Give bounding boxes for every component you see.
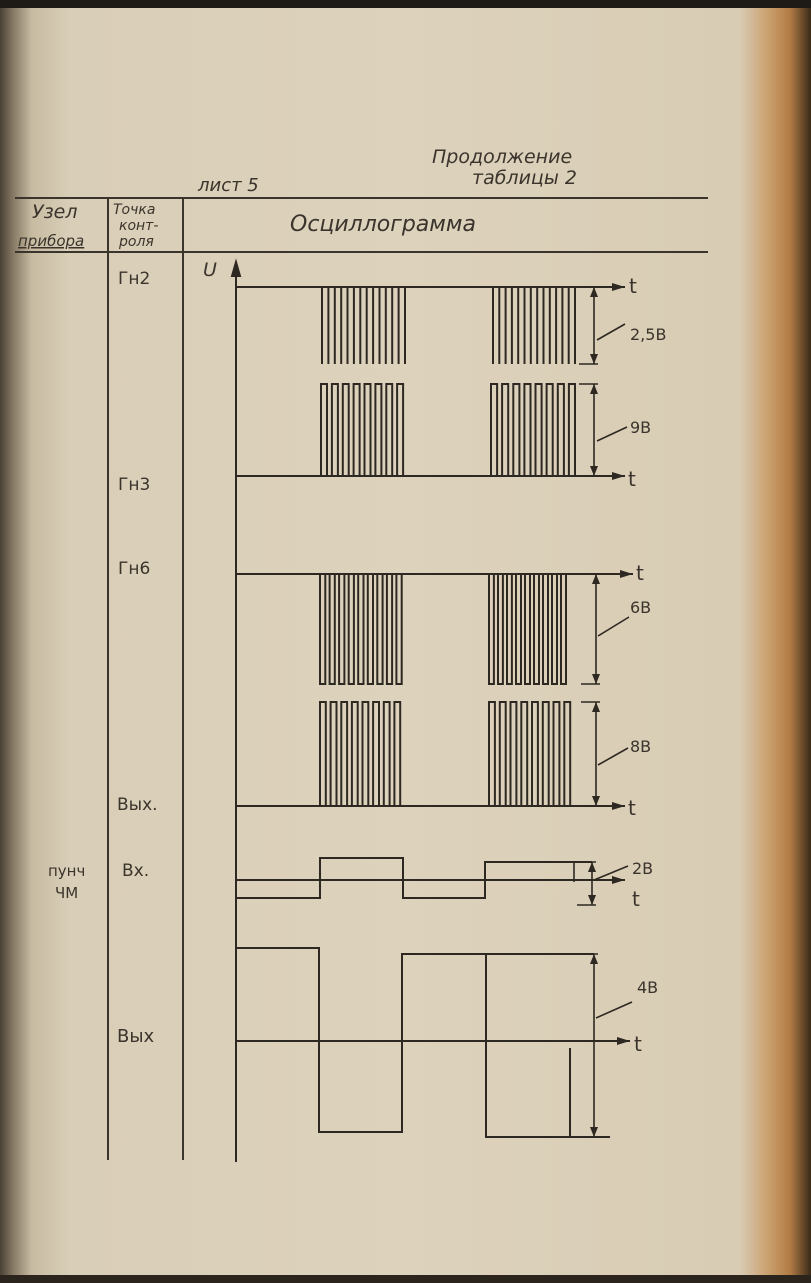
t-label-out-2: t bbox=[634, 1032, 642, 1056]
measure-in-arrow-up bbox=[588, 862, 596, 872]
measure-gn3-leader bbox=[597, 427, 627, 441]
node-header-line2: прибора bbox=[18, 232, 85, 250]
sheet-label: лист 5 bbox=[198, 175, 259, 196]
node-label-punch-line1: пунч bbox=[48, 862, 86, 880]
burst-gn3-2 bbox=[491, 384, 575, 476]
measure-in-arrow-down bbox=[588, 895, 596, 905]
waveforms bbox=[236, 287, 633, 1137]
point-label-gn6: Гн6 bbox=[118, 559, 151, 579]
measure-out-2-leader bbox=[596, 1002, 632, 1018]
point-label-out-2: Вых bbox=[117, 1026, 155, 1047]
point-header-line3: роля bbox=[119, 234, 154, 250]
point-label-in: Вх. bbox=[122, 861, 150, 881]
point-header-line1: Точка bbox=[113, 202, 156, 218]
continuation-line2: таблицы 2 bbox=[472, 167, 577, 189]
measure-gn6-arrow-up bbox=[592, 574, 600, 584]
amplitude-label-gn3: 9В bbox=[630, 418, 652, 437]
burst-gn3-1 bbox=[321, 384, 403, 476]
table-grid bbox=[15, 198, 708, 1160]
measure-gn3-arrow-up bbox=[590, 384, 598, 394]
burst-gn6-1 bbox=[320, 574, 402, 684]
t-label-out-1: t bbox=[628, 796, 636, 820]
t-label-in: t bbox=[632, 887, 640, 911]
measure-gn3-arrow-down bbox=[590, 466, 598, 476]
time-arrow-gn3 bbox=[612, 472, 625, 480]
point-label-gn2: Гн2 bbox=[118, 269, 151, 289]
square-wave-in bbox=[236, 858, 592, 898]
node-label-punch-line2: ЧМ bbox=[55, 884, 79, 902]
u-axis bbox=[232, 262, 240, 1162]
measure-gn2-arrow-down bbox=[590, 354, 598, 364]
measure-out-2-arrow-down bbox=[590, 1127, 598, 1137]
point-label-out-1: Вых. bbox=[117, 795, 158, 815]
t-label-gn3: t bbox=[628, 467, 636, 491]
waveform-header: Осциллограмма bbox=[290, 212, 476, 237]
amplitude-label-gn6: 6В bbox=[630, 598, 652, 617]
t-label-gn2: t bbox=[629, 274, 637, 298]
time-arrow-out-1 bbox=[612, 802, 625, 810]
amplitude-label-out-2: 4В bbox=[637, 978, 659, 997]
time-arrow-gn2 bbox=[612, 283, 625, 291]
measure-gn2-leader bbox=[597, 324, 625, 340]
time-arrow-gn6 bbox=[620, 570, 633, 578]
time-arrow-in bbox=[612, 876, 625, 884]
point-header-line2: конт- bbox=[119, 218, 159, 234]
amplitude-label-in: 2В bbox=[632, 859, 654, 878]
measure-out-1-arrow-down bbox=[592, 796, 600, 806]
measure-out-2-arrow-up bbox=[590, 954, 598, 964]
amplitude-label-out-1: 8В bbox=[630, 737, 652, 756]
point-label-gn3: Гн3 bbox=[118, 475, 151, 495]
burst-out-1-1 bbox=[320, 702, 400, 806]
measure-out-1-leader bbox=[598, 748, 628, 765]
t-label-gn6: t bbox=[636, 561, 644, 585]
burst-out-1-2 bbox=[489, 702, 570, 806]
burst-gn2-1 bbox=[322, 287, 405, 364]
time-arrow-out-2 bbox=[617, 1037, 630, 1045]
square-wave-out-2 bbox=[236, 948, 610, 1137]
burst-gn2-2 bbox=[493, 287, 575, 364]
measure-gn6-leader bbox=[598, 617, 629, 636]
measure-out-1-arrow-up bbox=[592, 702, 600, 712]
measure-gn6-arrow-down bbox=[592, 674, 600, 684]
measure-gn2-arrow-up bbox=[590, 287, 598, 297]
node-header-line1: Узел bbox=[32, 201, 78, 223]
amplitude-label-gn2: 2,5В bbox=[630, 325, 667, 344]
continuation-line1: Продолжение bbox=[432, 146, 573, 168]
measure-in-leader bbox=[594, 866, 628, 880]
u-axis-label: U bbox=[203, 259, 217, 281]
burst-gn6-2 bbox=[489, 574, 566, 684]
